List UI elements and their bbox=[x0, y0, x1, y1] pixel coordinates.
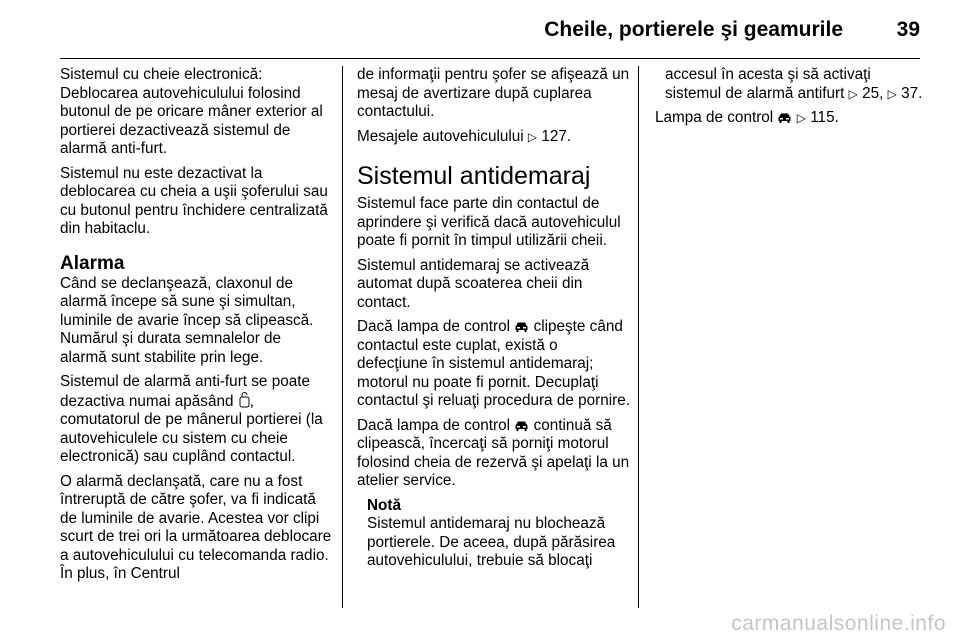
immobilizer-lamp-icon bbox=[778, 112, 791, 123]
section-heading-alarm: Alarma bbox=[60, 252, 125, 274]
text-column-3 bbox=[655, 66, 925, 134]
immobilizer-lamp-icon bbox=[515, 321, 528, 332]
text-column-1 bbox=[60, 66, 332, 584]
paragraph-text: Mesajele autovehiculului bbox=[357, 127, 524, 145]
page-reference-arrow-icon: ▷ bbox=[848, 86, 858, 101]
page-reference-arrow-icon: ▷ bbox=[527, 129, 538, 144]
column-divider bbox=[638, 66, 639, 608]
paragraph-text: Sistemul de alarmă anti-furt se poate dezactiva numai apăsând bbox=[60, 373, 310, 410]
paragraph-text: Lampa de control bbox=[655, 109, 774, 126]
paragraph-text: Dacă lampa de control bbox=[357, 416, 511, 434]
paragraph bbox=[357, 128, 630, 147]
watermark: carmanualsonline.info bbox=[731, 612, 946, 635]
note-text: Sistemul antidemaraj nu blochează portierele. De aceea, după părăsirea autovehiculului, trebuie să blocaţi bbox=[367, 515, 616, 569]
page-reference-arrow-icon: ▷ bbox=[887, 86, 897, 101]
paragraph-text: Dacă lampa de control bbox=[357, 318, 511, 335]
paragraph: Sistemul nu este dezactivat la deblocarea cu cheia a uşii şoferului sau cu butonul pentru închidere centralizată din habitaclu. bbox=[60, 164, 328, 237]
page-reference[interactable]: 25, bbox=[862, 84, 884, 102]
page-number: 39 bbox=[896, 18, 920, 41]
paragraph-text: accesul în acesta şi să activaţi sistemul de alarmă antifurt bbox=[665, 66, 871, 102]
page-reference[interactable]: 115. bbox=[810, 109, 839, 126]
paragraph: Sistemul face parte din contactul de aprindere şi verifică dacă autovehiculul poate fi pornit în timpul utilizării cheii. bbox=[357, 195, 621, 249]
running-header-title: Cheile, portierele şi geamurile bbox=[544, 18, 843, 41]
header-divider bbox=[60, 58, 920, 59]
note-title: Notă bbox=[367, 496, 401, 514]
paragraph bbox=[655, 109, 925, 128]
paragraph bbox=[357, 318, 630, 411]
paragraph-text: continuă să clipească, încercaţi să porniţi motorul folosind cheia de rezervă şi apelaţi la un atelier service. bbox=[357, 416, 630, 489]
key-fob-unlock-icon bbox=[239, 392, 250, 408]
immobilizer-lamp-icon bbox=[515, 420, 528, 431]
section-heading-immobilizer: Sistemul antidemaraj bbox=[357, 162, 591, 190]
paragraph: O alarmă declanşată, care nu a fost întreruptă de către şofer, va fi indicată de luminile de avarie. Acestea vor clipi scurt de trei ori la următoarea deblocare a autovehiculului cu telecomanda radio. În plus, în Centrul bbox=[60, 472, 332, 582]
page-reference[interactable]: 37. bbox=[901, 84, 923, 102]
paragraph bbox=[60, 373, 332, 467]
paragraph: Sistemul cu cheie electronică: Deblocarea autovehiculului folosind butonul de pe oricare mâner exterior al portierei dezactivează sistemul de alarmă anti-furt. bbox=[60, 66, 323, 157]
text-column-2 bbox=[357, 66, 630, 571]
paragraph-text: , comutatorul de pe mânerul portierei (la autovehiculele cu sistem cu cheie electronică) sau cuplând contactul. bbox=[60, 392, 323, 465]
paragraph bbox=[357, 417, 630, 491]
paragraph: Când se declanşează, claxonul de alarmă începe să sune şi simultan, luminile de avarie încep să clipească. Numărul şi durata semnalelor de alarmă sunt stabilite prin lege. bbox=[60, 274, 314, 366]
paragraph: de informaţii pentru şofer se afişează un mesaj de avertizare după cuplarea contactului. bbox=[357, 66, 630, 120]
paragraph: Sistemul antidemaraj se activează automat după scoaterea cheii din contact. bbox=[357, 256, 590, 311]
note-box bbox=[357, 497, 630, 571]
column-divider bbox=[342, 66, 343, 608]
page-reference-arrow-icon: ▷ bbox=[796, 111, 806, 125]
page-reference[interactable]: 127. bbox=[541, 127, 572, 145]
paragraph-text: clipeşte când contactul este cuplat, există o defecţiune în sistemul antidemaraj; motorul nu poate fi pornit. Decuplaţi contactul şi reluaţi procedura de pornire. bbox=[357, 318, 630, 409]
paragraph bbox=[655, 66, 925, 103]
